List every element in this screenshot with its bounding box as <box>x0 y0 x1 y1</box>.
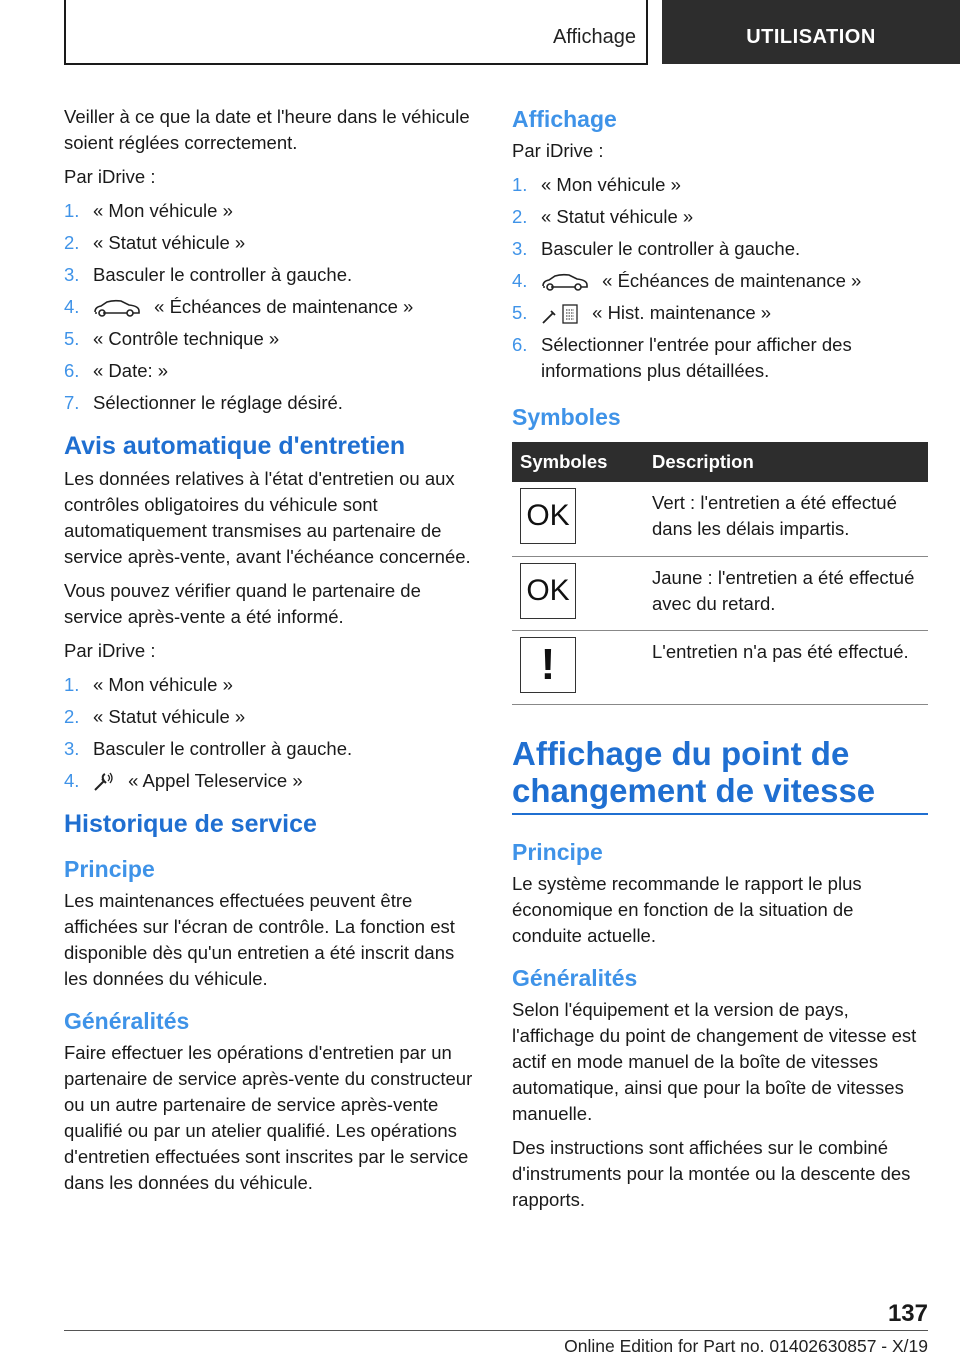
generalites-paragraph-right-1: Selon l'équipement et la version de pays, l'affichage du point de changement de vitesse est actif en mode manuel de la boîte de vitesses automatique, ainsi que pour la boîte de vitesses manuelle. <box>512 998 917 1124</box>
header-rule-left <box>64 0 66 64</box>
list-item: 6. Sélectionner l'entrée pour afficher des informations plus détaillées. <box>512 334 852 381</box>
table-row: ! L'entretien n'a pas été effectué. <box>512 630 928 704</box>
principe-paragraph-right: Le système recommande le rapport le plus économique en fonction de la situation de conduite actuelle. <box>512 872 862 946</box>
list-item: 6. « Date: » <box>64 360 169 381</box>
list-item: 3. Basculer le controller à gauche. <box>64 264 353 285</box>
list-item: 3. Basculer le controller à gauche. <box>64 738 353 759</box>
list-item: 1. « Mon véhicule » <box>64 200 233 221</box>
par-idrive-label-right: Par iDrive : <box>512 140 604 161</box>
list-item: 7. Sélectionner le réglage désiré. <box>64 392 343 413</box>
right-column <box>512 104 928 1221</box>
list-item: 2. « Statut véhicule » <box>512 206 694 227</box>
generalites-paragraph-right-2: Des instructions sont affichées sur le combiné d'instruments pour la montée ou la descente des rapports. <box>512 1136 911 1210</box>
left-column <box>64 104 480 1204</box>
wrench-signal-icon <box>93 772 115 792</box>
list-item: 5. « Hist. maintenance » <box>512 300 928 326</box>
heading-symboles: Symboles <box>512 404 621 430</box>
list-item: 1. « Mon véhicule » <box>512 174 681 195</box>
steps-list-2 <box>64 672 480 794</box>
par-idrive-label-2: Par iDrive : <box>64 640 156 661</box>
car-icon <box>541 272 589 292</box>
avis-paragraph-2: Vous pouvez vérifier quand le partenaire de service après-vente a été informé. <box>64 580 421 627</box>
symbols-table <box>512 442 928 705</box>
steps-list-right <box>512 172 928 384</box>
heading-generalites-right: Généralités <box>512 964 638 991</box>
table-row: OK Jaune : l'entretien a été effectué avec du retard. <box>512 556 928 630</box>
par-idrive-label: Par iDrive : <box>64 166 156 187</box>
car-icon <box>93 298 141 318</box>
heading-avis: Avis automatique d'entretien <box>64 432 406 460</box>
list-item: 2. « Statut véhicule » <box>64 232 246 253</box>
list-item: 3. Basculer le controller à gauche. <box>512 238 801 259</box>
table-header-symboles: Symboles <box>512 442 644 482</box>
generalites-paragraph-left: Faire effectuer les opérations d'entretien par un partenaire de service après-vente du constructeur ou un autre partenaire de service après-vente qualifié ou par un atelier qualifié. Les opérations d'entretien effectuées sont inscrites par le service dans les données du véhicule. <box>64 1042 473 1193</box>
ok-green-icon: OK <box>520 488 576 544</box>
list-item: 1. « Mon véhicule » <box>64 674 233 695</box>
avis-paragraph-1: Les données relatives à l'état d'entretien ou aux contrôles obligatoires du véhicule sont automatiquement transmises au partenaire de service après-vente, avant l'échéance concernée. <box>64 468 471 567</box>
header-rule-right <box>646 0 648 64</box>
exclamation-icon: ! <box>520 637 576 693</box>
heading-point-changement: Affichage du point de changement de vitesse <box>512 735 928 815</box>
heading-principe-left: Principe <box>64 856 155 882</box>
ok-yellow-icon: OK <box>520 563 576 619</box>
heading-historique: Historique de service <box>64 810 317 838</box>
list-item: 4. « Échéances de maintenance » <box>512 270 862 291</box>
table-row: OK Vert : l'entretien a été effectué dans les délais impartis. <box>512 482 928 556</box>
principe-paragraph-left: Les maintenances effectuées peuvent être affichées sur l'écran de contrôle. La fonction est disponible dès qu'un entretien a été inscrit dans les données du véhicule. <box>64 890 455 989</box>
page-number: 137 <box>887 1300 928 1327</box>
edition-line: Online Edition for Part no. 01402630857 - X/19 <box>564 1336 928 1356</box>
list-item: 5. « Contrôle technique » <box>64 328 280 349</box>
heading-principe-right: Principe <box>512 838 603 865</box>
list-item: 4. « Échéances de maintenance » <box>64 296 414 317</box>
table-header-description: Description <box>644 442 928 482</box>
list-item: 4. « Appel Teleservice » <box>64 770 303 791</box>
heading-affichage: Affichage <box>512 106 617 132</box>
footer-rule <box>64 1330 928 1331</box>
heading-generalites-left: Généralités <box>64 1008 190 1034</box>
header-rule-bottom <box>64 63 648 65</box>
header-section: Affichage <box>552 26 636 48</box>
list-item: 2. « Statut véhicule » <box>64 706 246 727</box>
header-chapter: UTILISATION <box>662 0 960 64</box>
wrench-calendar-icon <box>541 303 579 325</box>
intro-paragraph: Veiller à ce que la date et l'heure dans le véhicule soient réglées correctement. <box>64 106 470 153</box>
steps-list-1 <box>64 198 480 416</box>
